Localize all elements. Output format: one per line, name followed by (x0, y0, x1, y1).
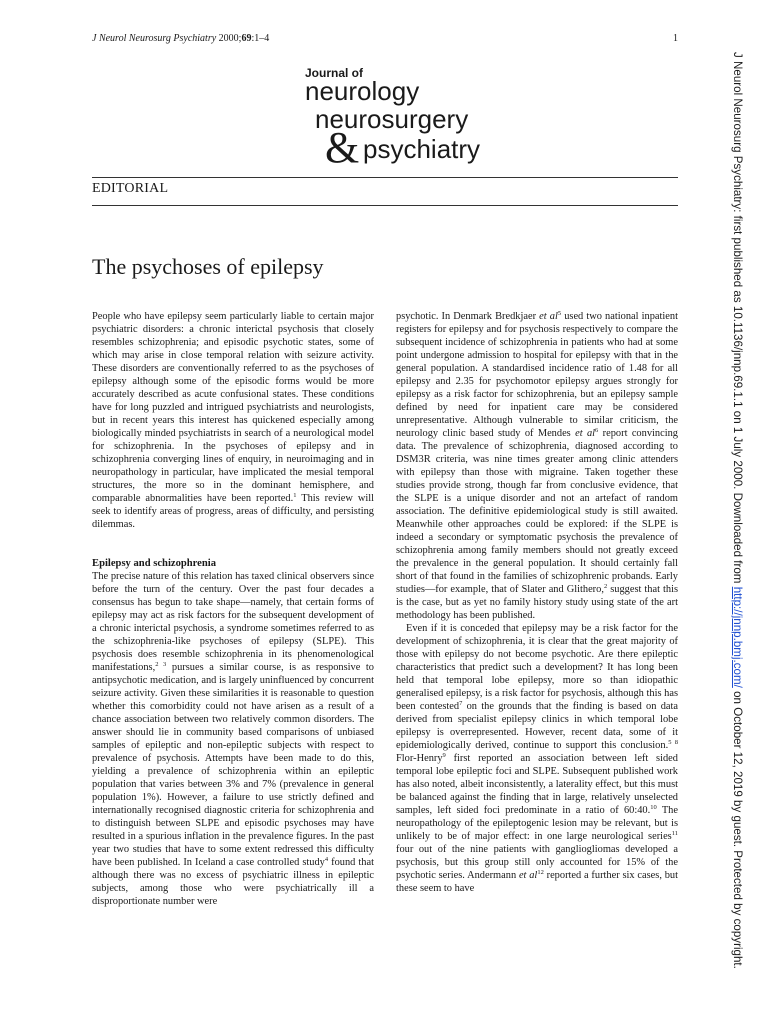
ref-superscript: 5 8 (668, 739, 679, 746)
ref-superscript: 4 (324, 856, 329, 863)
ref-superscript: 5 (557, 310, 562, 317)
intro-paragraph: People who have epilepsy seem particularly liable to certain major psychiatric disorders: a chronic interictal psychosis that closely resembles schizophrenia; and episodic psychotic states, some of which may arise in close temporal relation with seizure activity. These disorders are conventionally referred to as the psychoses of epilepsy although some of the episodic forms would be more accurately described as acute confusional states. These conditions have for long puzzled and intrigued psychiatrists and neurologists, but in recent years this interest has quickened especially among biologically minded psychiatrists in search of a neurological model for schizophrenia. In the psychoses of epilepsy and in schizophrenia converging lines of enquiry, in neuroimaging and in neuropathology in particular, have implicated the mesial temporal structures, the more so in the dominant hemisphere, and comparable abnormalities have been reported.$^1$ This review will seek to identify areas of progress, areas of difficulty, and persisting dilemmas. (92, 311, 374, 530)
section-heading: Epilepsy and schizophrenia (92, 558, 217, 569)
right-column (396, 310, 678, 895)
citation-volume: 69 (241, 33, 252, 44)
copyright-side-note: J Neurol Neurosurg Psychiatry: first published as 10.1136/jnnp.69.1.1 on 1 July 2000. Downloaded from http://jnnp.bmj.com/ on October 12, 2019 by guest. Protected by copyright. (731, 52, 744, 969)
ref-superscript: 7 (459, 700, 463, 707)
ref-superscript: 2 3 (155, 661, 167, 668)
journal-citation: J Neurol Neurosurg Psychiatry (92, 33, 217, 44)
section-top-rule (92, 177, 678, 178)
masthead-neurology: neurology (305, 76, 420, 106)
running-head (92, 33, 678, 45)
ref-superscript: 6 (595, 427, 599, 434)
ref-superscript: 2 (603, 583, 608, 590)
ref-superscript: 12 (537, 869, 544, 876)
body-paragraph: psychotic. In Denmark Bredkjaer et $al^5$ used two national inpatient registers for epilepsy and for psychosis respectively to compare the subsequent incidence of schizophrenia in patients who had at some point undergone admission to hospital for epilepsy with that in the general population. A standardised incidence ratio of 1.48 for all epilepsy and 2.35 for psychomotor epilepsy argues strongly for epilepsy as a risk factor for schizophrenia, but an epilepsy sample defined by need for inpatient care may be considered unrepresentative. Although vulnerable to similar criticism, the neurology clinic based study of Mendes et $al^6$ report convincing data. The prevalence of schizophrenia, diagnosed according to DSM3R criteria, was nine times greater among clinic attenders with epilepsy than those with migraine. Taken together these studies provide strong, though far from conclusive evidence, that the SLPE is a unique disorder and not an artefact of random association. The definitive epidemiological study is still awaited. Meanwhile other approaches could be explored: if the SLPE is indeed a secondary or symptomatic psychosis the prevalence of schizophrenia among family members should not greatly exceed the prevalence in the general population. It should certainly fall short of that found in the families of schizophrenic probands. Early studies—for example, that of Slater and Glithero,$^2$ suggest that this is the case, but as yet no family history study using state of the art methodology has been published. (396, 310, 679, 621)
masthead-neurosurgery: neurosurgery (315, 104, 469, 134)
section-bottom-rule (92, 205, 678, 206)
page-number: 1 (673, 33, 678, 44)
masthead-psychiatry: psychiatry (363, 134, 481, 164)
masthead-journal-of: Journal of (305, 66, 364, 80)
body-paragraph: The precise nature of this relation has taxed clinical observers since before the turn of the century. Over the past four decades a consensus has begun to take shape—namely, that certain forms of epilepsy may act as risk factors for the subsequent development of a chronic interictal psychosis, a syndrome sometimes referred to as the schizophrenia-like psychoses of epilepsy (SLPE). This psychosis does resemble schizophrenia in its phenomenological manifestations,$^{2 3}$ pursues a similar course, is as responsive to antipsychotic medication, and is largely uninfluenced by concurrent seizure activity. Given these similarities it is reasonable to question whether this comorbidity could not have arisen as a result of a chance association between two relatively common disorders. The answer should lie in community based comparisons of unbiased samples of epileptic and non-epileptic subjects with respect to prevalence of psychosis. Attempts have been made to do this, yielding a prevalence of schizophrenia within an epileptic population that varies between 3% and 7% (prevalence in general population 1%). However, a failure to use strictly defined and internationally recognised diagnostic criteria for schizophrenia and to distinguish between SLPE and episodic psychoses may have resulted in a spurious inflation in the prevalence figures. In the past year two studies that have to some extent redressed this difficulty have been published. In Iceland a case controlled study$^4$ found that although there was no excess of psychiatric illness in epileptic subjects, among those who were psychiatrically ill a disproportionate number were (92, 571, 374, 907)
left-column (92, 310, 374, 908)
ref-superscript: 9 (442, 752, 446, 759)
article-title: The psychoses of epilepsy (92, 254, 324, 279)
citation-pages: :1–4 (251, 33, 270, 44)
citation-year: 2000; (218, 33, 242, 44)
body-paragraph: Even if it is conceded that epilepsy may be a risk factor for the development of schizophrenia, it is clear that the great majority of those with epilepsy do not become psychotic. Are there epileptic characteristics that predict such a development? It has long been held that temporal lobe epilepsy, more so than idiopathic generalised epilepsy, is a risk factor for psychosis, although this has been contested$^7$ on the grounds that the finding is based on data derived from specialist epilepsy clinics in which temporal lobe epilepsy is overrepresented. However, recent data, some of it epidemiologically derived, continue to support this conclusion.$^{5 8}$ Flor-Henry$^9$ first reported an association between left sided temporal lobe epileptic foci and SLPE. Subsequent published work has also noted, albeit inconsistently, a laterality effect, but this must be balanced against the finding that in large, relatively unselected samples, left sided foci predominate in a ratio of 60:40.10 The neuropathology of the epileptogenic lesion may be relevant, but is unlikely to be of major effect: in one large neurological series$^{11}$ four out of the nine patients with gangliogliomas developed a psychosis, but this group still only accounted for 15% of the psychotic series. Andermann et $al^{12}$ reported a further six cases, but these seem to have (396, 623, 679, 894)
section-label: EDITORIAL (92, 181, 169, 196)
masthead-ampersand: & (325, 123, 360, 172)
ref-superscript: 10 (650, 804, 657, 811)
ref-superscript: 1 (293, 492, 297, 499)
ref-superscript: 11 (671, 830, 678, 837)
journal-url-link[interactable]: http://jnnp.bmj.com/ (731, 586, 744, 688)
